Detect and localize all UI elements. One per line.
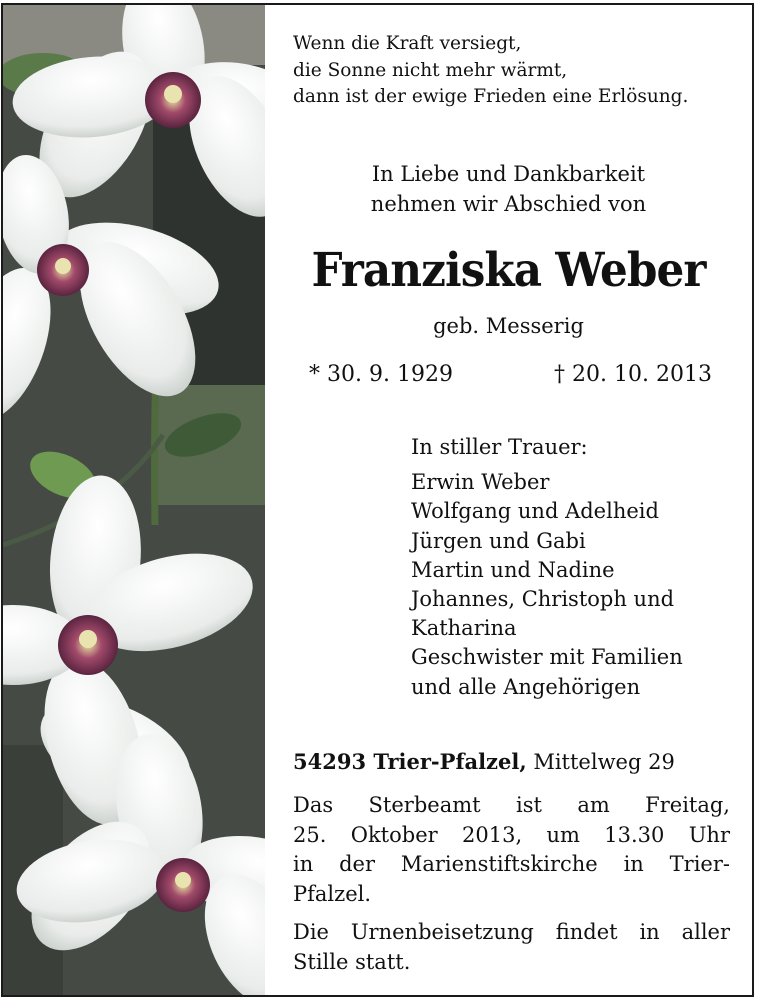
address-street: Mittelweg 29 [533, 750, 675, 774]
obituary-notice [1, 3, 754, 997]
notice-text-column [265, 5, 752, 995]
clematis-flowers-photo [3, 5, 265, 995]
urn-burial-info [293, 918, 730, 977]
deceased-name: Franziska Weber [311, 243, 706, 298]
memorial-poem [293, 31, 688, 111]
mourner-entry: und alle Angehörigen [411, 674, 641, 699]
family-address [293, 747, 675, 777]
mourner-entry: Wolfgang und Adelheid [411, 499, 659, 524]
service-line: in der Marienstiftskirche in Trier- [293, 852, 730, 876]
address-city: 54293 Trier-Pfalzel, [293, 749, 527, 774]
urn-line: Die Urnenbeisetzung findet in aller [293, 920, 730, 944]
service-line: Das Sterbeamt ist am Freitag, [293, 793, 730, 817]
mourner-entry: Martin und Nadine [411, 557, 615, 582]
mourner-entry: Geschwister mit Familien [411, 645, 683, 670]
death-date: † 20. 10. 2013 [554, 362, 712, 387]
intro-line: In Liebe und Dankbarkeit [371, 162, 646, 186]
birth-date: * 30. 9. 1929 [309, 362, 453, 387]
birth-name: geb. Messerig [433, 314, 584, 338]
mourners-list [411, 433, 683, 702]
farewell-intro [265, 159, 752, 219]
service-line: Pfalzel. [293, 881, 372, 906]
poem-line: die Sonne nicht mehr wärmt, [293, 59, 568, 81]
service-line: 25. Oktober 2013, um 13.30 Uhr [293, 822, 730, 847]
mourner-entry: Jürgen und Gabi [411, 528, 586, 553]
funeral-service-info [293, 791, 730, 909]
mourner-entry: Johannes, Christoph und [411, 587, 675, 612]
mourner-entry: Erwin Weber [411, 470, 550, 495]
urn-line: Stille statt. [293, 949, 411, 974]
mourner-entry: Katharina [411, 616, 517, 641]
intro-line: nehmen wir Abschied von [370, 192, 647, 216]
poem-line: dann ist der ewige Frieden eine Erlösung. [293, 86, 689, 107]
poem-line: Wenn die Kraft versiegt, [293, 33, 522, 54]
mourning-heading: In stiller Trauer: [411, 435, 588, 459]
